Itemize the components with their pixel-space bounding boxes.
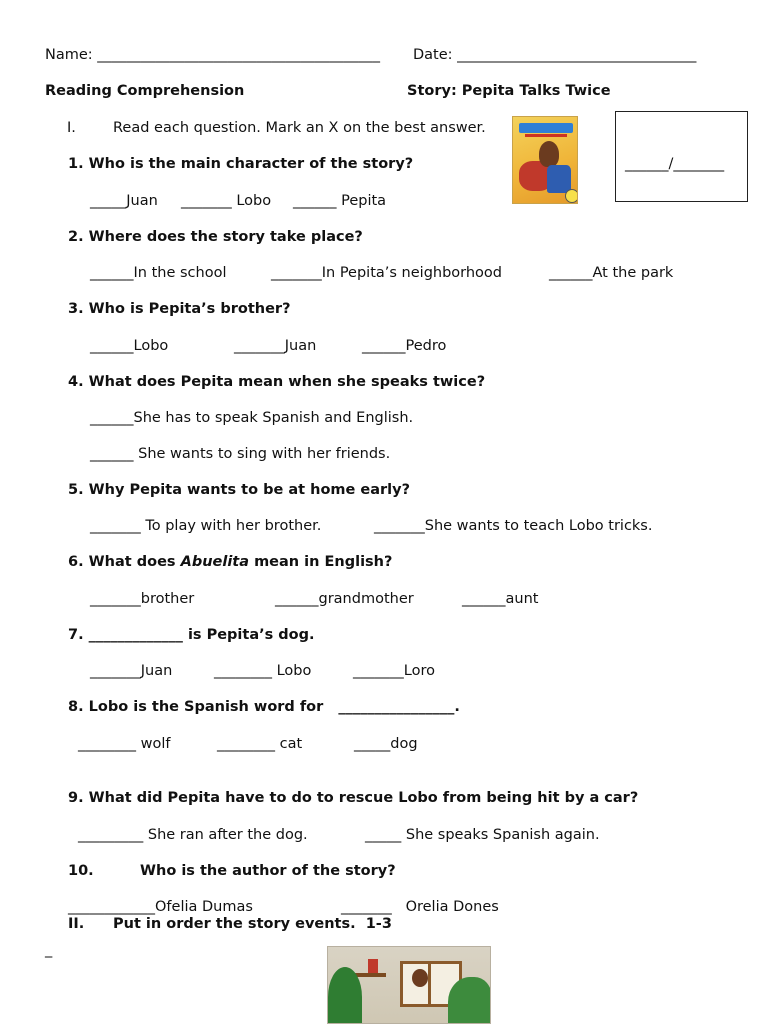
answer-option[interactable]: _______Loro <box>353 663 435 679</box>
answer-option[interactable]: _______She wants to teach Lobo tricks. <box>374 518 653 534</box>
answer-option[interactable]: ______She has to speak Spanish and English. <box>90 410 414 426</box>
question-7: 7. _____________ is Pepita’s dog. <box>68 627 315 643</box>
answer-option[interactable]: ______At the park <box>549 265 674 281</box>
answer-option[interactable]: ______Lobo <box>90 338 169 354</box>
question-2: 2. Where does the story take place? <box>68 229 363 245</box>
answer-option[interactable]: ______In the school <box>90 265 227 281</box>
question-6: 6. What does Abuelita mean in English? <box>68 554 393 570</box>
answer-option[interactable]: _______ To play with her brother. <box>90 518 322 534</box>
abuelita-word: Abuelita <box>180 554 250 570</box>
answer-option[interactable]: _______ Orelia Dones <box>341 899 499 915</box>
answer-option[interactable]: _______brother <box>90 591 195 607</box>
answer-option[interactable]: _______Juan <box>234 338 317 354</box>
section-1-numeral: I. <box>67 120 76 136</box>
answer-option[interactable]: ________ cat <box>217 736 303 752</box>
answer-option[interactable]: _____Juan <box>90 193 158 209</box>
section-2-instruction: Put in order the story events. 1-3 <box>113 916 392 932</box>
score-box[interactable] <box>615 111 748 202</box>
question-9: 9. What did Pepita have to do to rescue Lobo from being hit by a car? <box>68 790 639 806</box>
story-title: Story: Pepita Talks Twice <box>407 83 611 99</box>
name-field[interactable]: Name: _______________________________________ <box>45 47 381 63</box>
question-10-number: 10. <box>68 863 94 879</box>
answer-option[interactable]: _____dog <box>354 736 418 752</box>
question-5: 5. Why Pepita wants to be at home early? <box>68 482 410 498</box>
answer-option[interactable]: _______ Lobo <box>181 193 272 209</box>
question-8: 8. Lobo is the Spanish word for ________________. <box>68 699 460 715</box>
answer-option[interactable]: _________ She ran after the dog. <box>78 827 308 843</box>
subject-title: Reading Comprehension <box>45 83 245 99</box>
question-10: Who is the author of the story? <box>140 863 396 879</box>
story-scene-image <box>327 946 491 1024</box>
question-3: 3. Who is Pepita’s brother? <box>68 301 291 317</box>
answer-option[interactable]: ______ She wants to sing with her friends. <box>90 446 391 462</box>
date-field[interactable]: Date: _________________________________ <box>413 47 697 63</box>
book-cover-image <box>512 116 578 204</box>
section-1-instruction: Read each question. Mark an X on the best answer. <box>113 120 486 136</box>
answer-option[interactable]: ________ Lobo <box>214 663 312 679</box>
answer-option[interactable]: ______Pedro <box>362 338 447 354</box>
question-4: 4. What does Pepita mean when she speaks twice? <box>68 374 486 390</box>
answer-option[interactable]: ________ wolf <box>78 736 171 752</box>
answer-option[interactable]: _______In Pepita’s neighborhood <box>271 265 503 281</box>
answer-option[interactable]: ______ Pepita <box>293 193 387 209</box>
answer-option[interactable]: _______Juan <box>90 663 173 679</box>
answer-option[interactable]: _____ She speaks Spanish again. <box>365 827 600 843</box>
question-1: 1. Who is the main character of the story? <box>68 156 414 172</box>
answer-option[interactable]: ______aunt <box>462 591 539 607</box>
stray-mark: _ <box>45 942 53 958</box>
score-blank: ______/_______ <box>625 156 725 172</box>
answer-option[interactable]: ____________Ofelia Dumas <box>68 899 253 915</box>
answer-option[interactable]: ______grandmother <box>275 591 414 607</box>
section-2-numeral: II. <box>68 916 85 932</box>
